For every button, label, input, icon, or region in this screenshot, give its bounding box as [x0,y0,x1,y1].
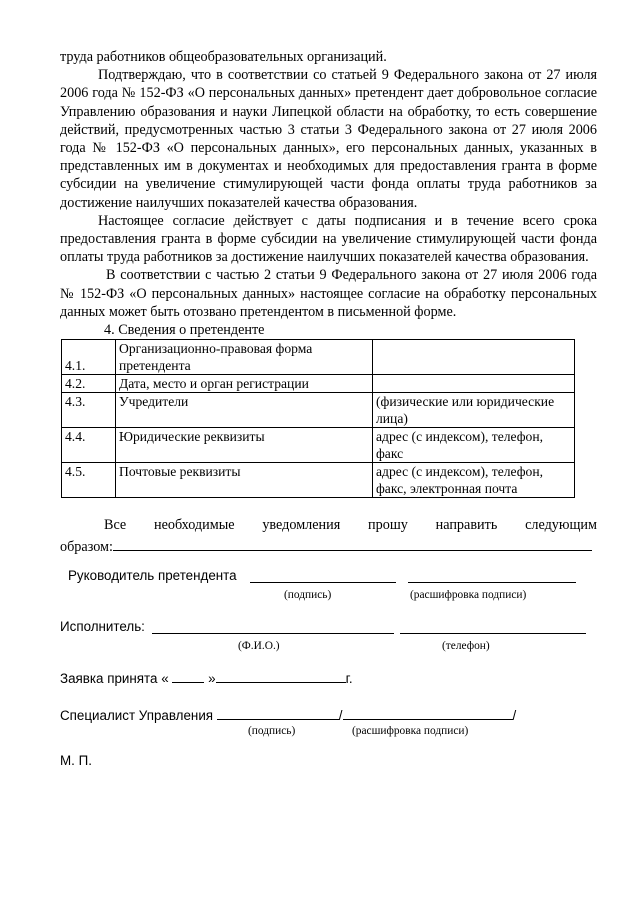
head-signature-caption: (подпись) [284,589,332,601]
table-row [62,428,575,463]
head-decoding-caption: (расшифровка подписи) [410,589,527,601]
executor-fio-line[interactable] [152,618,394,634]
notices-method-line[interactable] [113,535,592,551]
accepted-day-line[interactable] [172,667,204,683]
row-value: (физические или юридические лица) [373,393,575,428]
row-value [373,340,575,375]
row-label: Дата, место и орган регистрации [116,375,373,393]
row-number: 4.5. [62,463,116,498]
executor-fio-caption: (Ф.И.О.) [238,640,280,652]
notices-second-line [60,535,592,556]
notices-word: следующим [525,517,597,533]
row-label: Учредители [116,393,373,428]
head-signature-line[interactable] [250,567,396,583]
accepted-quote: » [208,671,216,686]
row-value [373,375,575,393]
executor-phone-line[interactable] [400,618,586,634]
paragraph-consent-confirmation: Подтверждаю, что в соответствии со статьей 9 Федерального закона от 27 июля 2006 года № 152-ФЗ «О персональных данных» претендент дает добровольное согласие Управлению образования и науки Липецкой области на обработку, то есть совершение действий, предусмотренных частью 3 статьи 3 Федерального закона от 27 июля 2006 года № 152-ФЗ «О персональных данных», его персональных данных, указанных в представленных им в документах и необходимых для предоставления гранта в форме субсидии на увеличение стимулирующей части фонда оплаты труда работников за достижение наилучших показателей качества образования. [60,67,597,211]
row-number: 4.3. [62,393,116,428]
section-heading: 4. Сведения о претенденте [104,322,265,339]
table-row [62,463,575,498]
row-value: адрес (с индексом), телефон, факс, электронная почта [373,463,575,498]
stamp-place-label: М. П. [60,753,92,768]
row-label: Почтовые реквизиты [116,463,373,498]
row-number: 4.4. [62,428,116,463]
paragraph-consent-revocation: В соответствии с частью 2 статьи 9 Федерального закона от 27 июля 2006 года № 152-ФЗ «О персональных данных» настоящее согласие на обработку персональных данных может быть отозвано претендентом в письменной форме. [60,267,597,320]
accepted-month-line[interactable] [216,667,346,683]
table-row [62,375,575,393]
applicant-info-table [61,339,575,498]
specialist-decoding-line[interactable] [343,704,513,720]
accepted-prefix: Заявка принята « [60,671,169,686]
notices-word: Все [104,517,127,533]
specialist-label: Специалист Управления [60,708,214,723]
specialist-slash-end: / [512,708,517,723]
specialist-signature-caption: (подпись) [248,725,296,737]
document-page [60,48,597,498]
accepted-row [60,667,353,688]
table-row [62,393,575,428]
executor-label: Исполнитель: [60,619,145,634]
executor-phone-caption: (телефон) [442,640,490,652]
notices-method-label: образом: [60,539,113,555]
paragraph-continuation: труда работников общеобразовательных организаций. [60,49,387,65]
notices-word: необходимые [154,517,235,533]
notices-line [104,516,597,534]
row-label: Юридические реквизиты [116,428,373,463]
specialist-signature-line[interactable] [217,704,339,720]
row-number: 4.1. [62,340,116,375]
notices-word: уведомления [262,517,341,533]
row-value: адрес (с индексом), телефон, факс [373,428,575,463]
row-label: Организационно-правовая форма претендента [116,340,373,375]
table-row [62,340,575,375]
head-signature-row [68,567,237,585]
specialist-slash: / [338,708,343,723]
notices-word: направить [435,517,498,533]
paragraph-consent-duration: Настоящее согласие действует с даты подписания и в течение всего срока предоставления гранта в форме субсидии на увеличение стимулирующей части фонда оплаты труда работников за достижение наилучших показателей качества образования. [60,212,597,266]
row-number: 4.2. [62,375,116,393]
notices-word: прошу [368,517,408,533]
head-label: Руководитель претендента [68,568,237,583]
specialist-decoding-caption: (расшифровка подписи) [352,725,469,737]
accepted-suffix: г. [345,671,353,686]
head-decoding-line[interactable] [408,567,576,583]
